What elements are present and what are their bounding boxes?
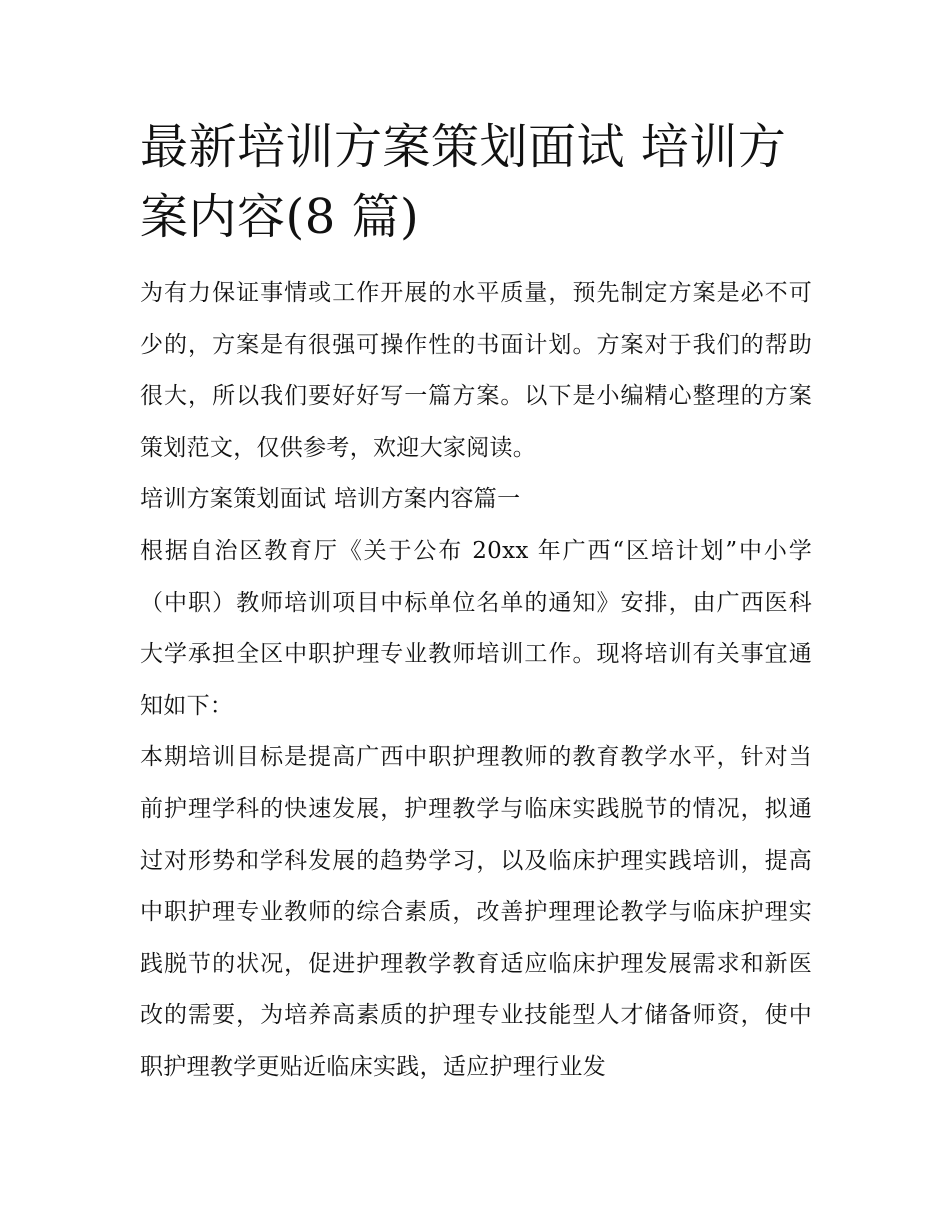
section-heading: 培训方案策划面试 培训方案内容篇一 — [140, 486, 521, 513]
document-title: 最新培训方案策划面试 培训方案内容(8 篇) — [140, 119, 787, 245]
intro-paragraph: 为有力保证事情或工作开展的水平质量，预先制定方案是必不可少的，方案是有很强可操作性的书面计划。方案对于我们的帮助很大，所以我们要好好写一篇方案。以下是小编精心整理的方案策划范文，仅供参考，欢迎大家阅读。 — [140, 280, 812, 461]
body-paragraph-1: 根据自治区教育厅《关于公布 20xx 年广西“区培计划”中小学（中职）教师培训项目中标单位名单的通知》安排，由广西医科大学承担全区中职护理专业教师培训工作。现将培训有关事宜通知如下： — [140, 537, 812, 719]
body-paragraph-2: 本期培训目标是提高广西中职护理教师的教育教学水平，针对当前护理学科的快速发展，护理教学与临床实践脱节的情况，拟通过对形势和学科发展的趋势学习，以及临床护理实践培训，提高中职护理专业教师的综合素质，改善护理理论教学与临床护理实践脱节的状况，促进护理教学教育适应临床护理发展需求和新医改的需要，为培养高素质的护理专业技能型人才储备师资，使中职护理教学更贴近临床实践，适应护理行业发 — [140, 744, 812, 1080]
document-body — [140, 112, 812, 1094]
